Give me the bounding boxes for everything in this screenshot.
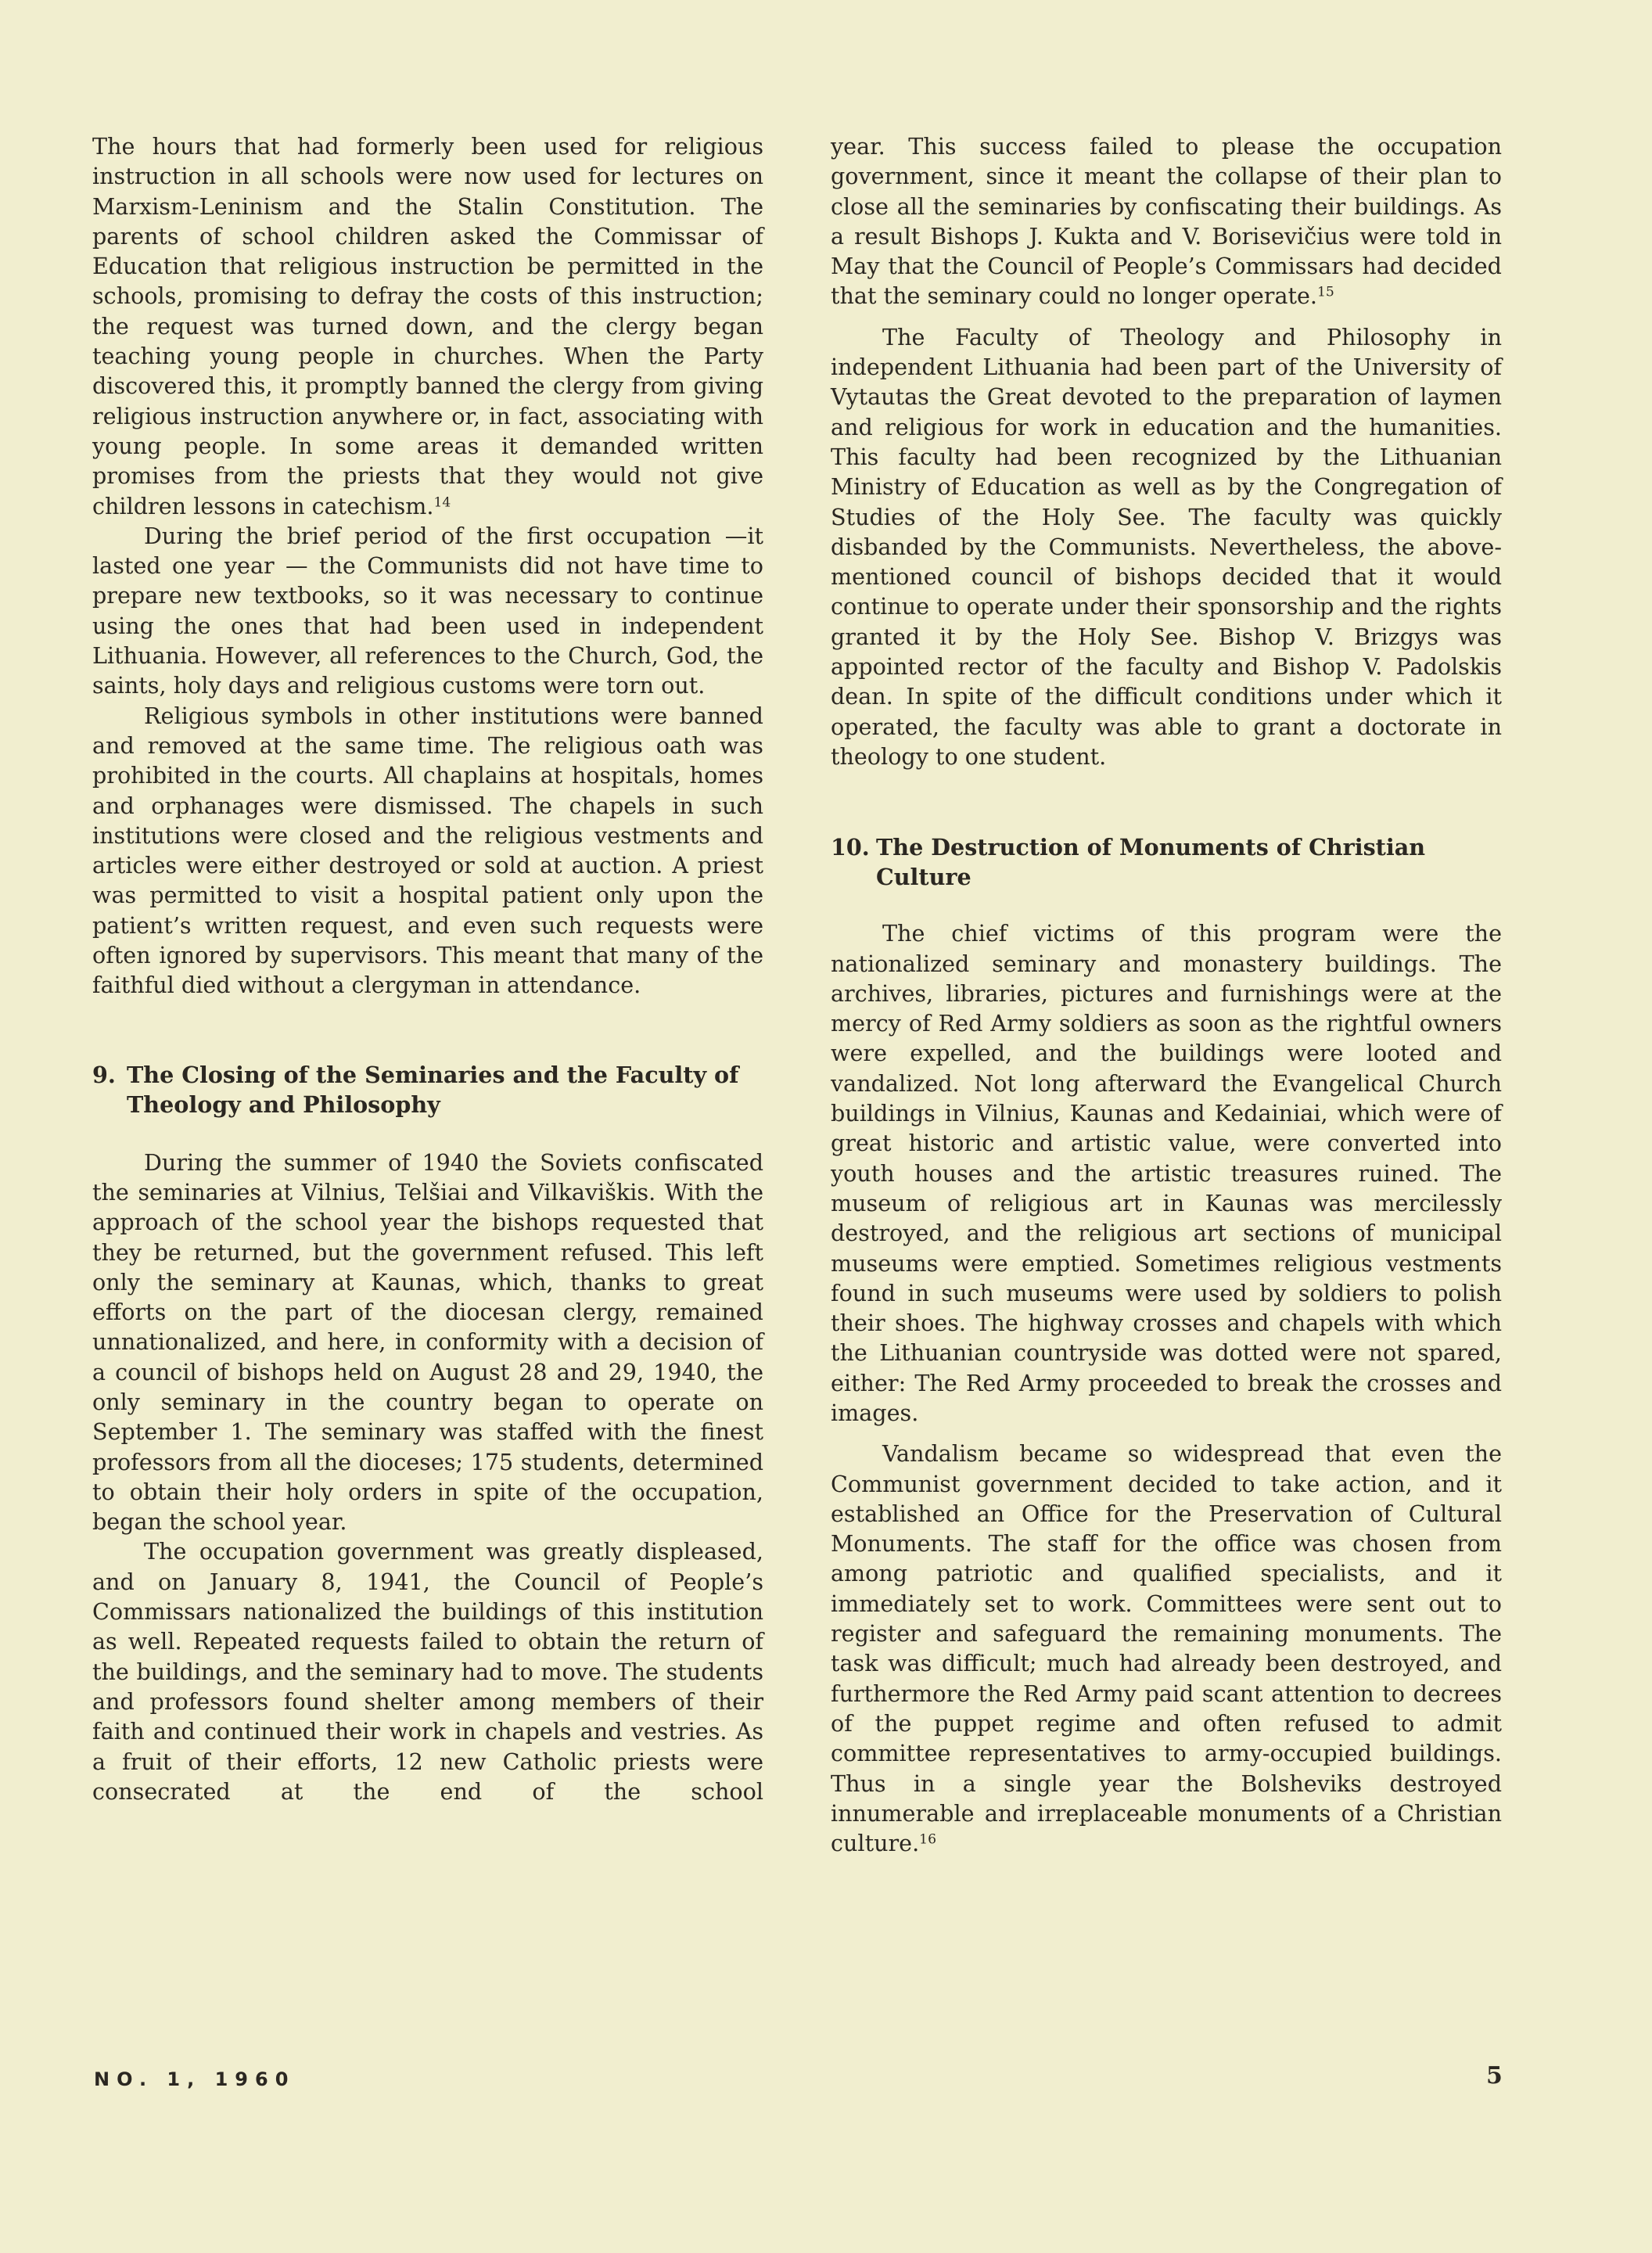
page-number: 5 — [1486, 2062, 1503, 2090]
issue-label: NO. 1, 1960 — [94, 2068, 296, 2090]
footnote-ref[interactable]: 16 — [919, 1831, 937, 1848]
paragraph — [92, 131, 763, 521]
right-column — [831, 131, 1502, 1858]
section-heading-9 — [92, 1060, 763, 1119]
paragraph: Religious symbols in other institutions were banned and removed at the same time. The religious oath was prohibited in the courts. All chaplains at hospitals, homes and orphanages were dismissed. The chapels in such institutions were closed and the religious vestments and articles were either destroyed or sold at auction. A priest was permitted to visit a hospital patient only upon the patient’s written request, and even such requests were often ignored by supervisors. This meant that many of the faithful died without a clergyman in attendance. — [92, 702, 763, 999]
paragraph: The occupation government was greatly displeased, and on January 8, 1941, the Council of People’s Commissars nationalized the buildings of this institution as well. Repeated requests failed to obtain the return of the buildings, and the seminary had to move. The students and professors found shelter among members of their faith and continued their work in chapels and vestries. As a fruit of their efforts, 12 new Catholic priests were consecrated at the end of the school — [92, 1538, 763, 1805]
paragraph: The Faculty of Theology and Philosophy in independent Lithuania had been part of the University of Vytautas the Great devoted to the preparation of laymen and religious for work in education and the humanities. This faculty had been recognized by the Lithuanian Ministry of Education as well as by the Congregation of Studies of the Holy See. The faculty was quickly disbanded by the Communists. Nevertheless, the above-mentioned council of bishops decided that it would continue to operate under their sponsorship and the rights granted it by the Holy See. Bishop V. Brizgys was appointed rector of the faculty and Bishop V. Padolskis dean. In spite of the difficult conditions under which it operated, the faculty was able to grant a doctorate in theology to one student. — [831, 323, 1502, 770]
paragraph-text: year. This success failed to please the occupation government, since it meant the collapse of their plan to close all the seminaries by confiscating their buildings. As a result Bishops J. Kukta and V. Borisevičius were told in May that the Council of People’s Commissars had decided that the seminary could no longer operate. — [831, 133, 1502, 310]
paragraph-text: Vandalism became so widespread that even the Communist government decided to take action, and it established an Office for the Preservation of Cultural Monuments. The staff for the office was chosen from among patriotic and qualified specialists, and it immediately set to work. Committees were sent out to register and safeguard the remaining monuments. The task was difficult; much had already been destroyed, and furthermore the Red Army paid scant attention to decrees of the puppet regime and often refused to admit committee representatives to army-occupied buildings. Thus in a single year the Bolsheviks destroyed innumerable and irreplaceable monuments of a Christian culture. — [831, 1440, 1502, 1857]
footnote-ref[interactable]: 14 — [433, 494, 451, 511]
section-number: 9. — [92, 1061, 116, 1088]
section-number: 10. — [831, 834, 870, 861]
paragraph — [831, 131, 1502, 311]
section-heading-10 — [831, 832, 1502, 892]
paragraph: The chief victims of this program were the nationalized seminary and monastery buildings. The archives, libraries, pictures and furnishings were at the mercy of Red Army soldiers as soon as the rightful owners were expelled, and the buildings were looted and vandalized. Not long afterward the Evangelical Church buildings in Vilnius, Kaunas and Kedainiai, which were of great historic and artistic value, were converted into youth houses and the artistic treasures ruined. The museum of religious art in Kaunas was mercilessly destroyed, and the religious art sections of municipal museums were emptied. Sometimes religious vestments found in such museums were used by soldiers to polish their shoes. The highway crosses and chapels with which the Lithuanian countryside was dotted were not spared, either: The Red Army proceeded to break the crosses and images. — [831, 920, 1502, 1426]
footnote-ref[interactable]: 15 — [1317, 285, 1334, 301]
paragraph: During the summer of 1940 the Soviets confiscated the seminaries at Vilnius, Telšiai and Vilkaviškis. With the approach of the school year the bishops requested that they be returned, but the government refused. This left only the seminary at Kaunas, which, thanks to great efforts on the part of the diocesan clergy, remained unnationalized, and here, in conformity with a decision of a council of bishops held on August 28 and 29, 1940, the only seminary in the country began to operate on September 1. The seminary was staffed with the finest professors from all the dioceses; 175 students, determined to obtain their holy orders in spite of the occupation, began the school year. — [92, 1148, 763, 1536]
paragraph — [831, 1439, 1502, 1858]
section-title: The Closing of the Seminaries and the Faculty of Theology and Philosophy — [127, 1061, 739, 1118]
left-column — [92, 131, 763, 1806]
paragraph-text: The hours that had formerly been used for religious instruction in all schools were now used for lectures on Marxism-Leninism and the Stalin Constitution. The parents of school children asked the Commissar of Education that religious instruction be permitted in the schools, promising to defray the costs of this instruction; the request was turned down, and the clergy began teaching young people in churches. When the Party discovered this, it promptly banned the clergy from giving religious instruction anywhere or, in fact, associating with young people. In some areas it demanded written promises from the priests that they would not give children lessons in catechism. — [92, 133, 763, 519]
section-title: The Destruction of Monuments of Christian Culture — [876, 834, 1426, 891]
paragraph: During the brief period of the first occupation —it lasted one year — the Communists did not have time to prepare new textbooks, so it was necessary to continue using the ones that had been used in independent Lithuania. However, all references to the Church, God, the saints, holy days and religious customs were torn out. — [92, 522, 763, 699]
